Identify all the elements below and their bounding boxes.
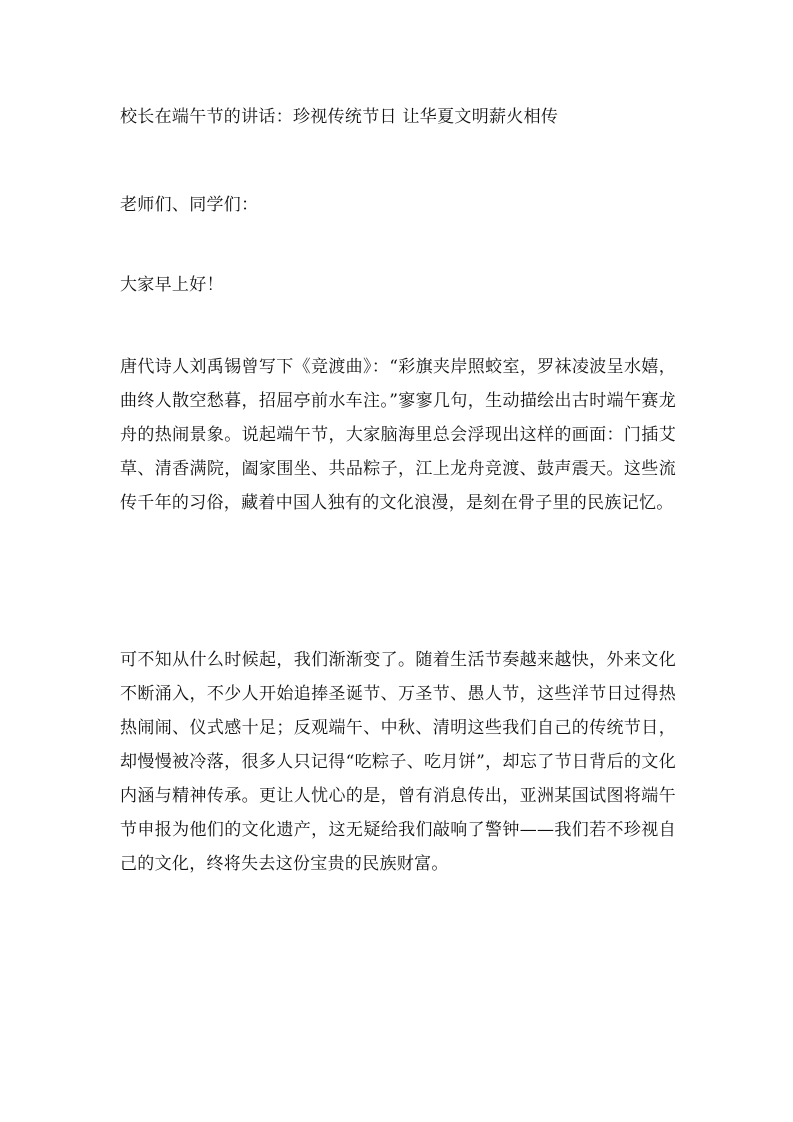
greeting: 大家早上好！	[120, 275, 224, 295]
salutation: 老师们、同学们：	[120, 195, 259, 215]
document-title: 校长在端午节的讲话：珍视传统节日 让华夏文明薪火相传	[120, 107, 559, 127]
paragraph-1: 唐代诗人刘禹锡曾写下《竞渡曲》：“彩旗夹岸照蛟室，罗袜凌波呈水嬉，曲终人散空愁暮，招屈亭前水车注。”寥寥几句，生动描绘出古时端午赛龙舟的热闹景象。说起端午节，大家脑海里总会浮现出这样的画面：门插艾草、清香满院，阖家围坐、共品粽子，江上龙舟竞渡、鼓声震天。这些流传千年的习俗，藏着中国人独有的文化浪漫，是刻在骨子里的民族记忆。	[120, 357, 676, 513]
paragraph-2: 可不知从什么时候起，我们渐渐变了。随着生活节奏越来越快，外来文化不断涌入，不少人开始追捧圣诞节、万圣节、愚人节，这些洋节日过得热热闹闹、仪式感十足；反观端午、中秋、清明这些我们自己的传统节日，却慢慢被冷落，很多人只记得“吃粽子、吃月饼”，却忘了节日背后的文化内涵与精神传承。更让人忧心的是，曾有消息传出，亚洲某国试图将端午节申报为他们的文化遗产，这无疑给我们敲响了警钟——我们若不珍视自己的文化，终将失去这份宝贵的民族财富。	[120, 650, 676, 874]
